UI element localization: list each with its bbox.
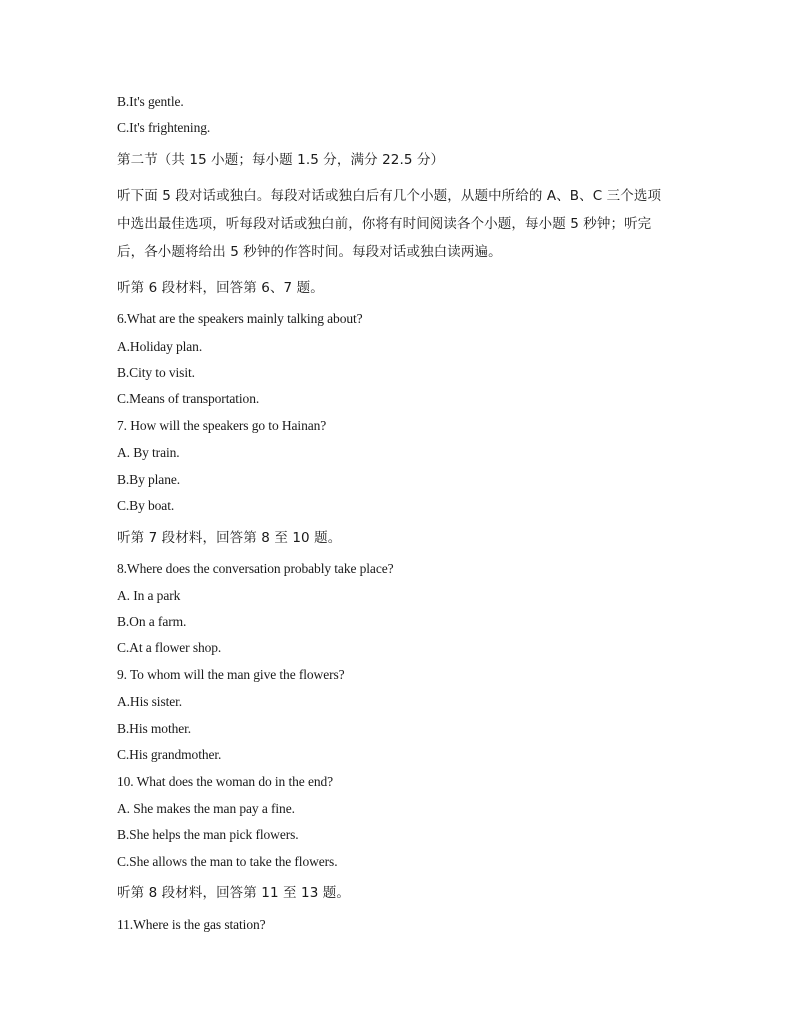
material-8-heading: 听第 8 段材料，回答第 11 至 13 题。: [117, 885, 350, 901]
option-5b: B.It's gentle.: [117, 94, 184, 109]
option-8c: C.At a flower shop.: [117, 640, 222, 655]
instructions-line-3: 后，各小题将给出 5 秒钟的作答时间。每段对话或独白读两遍。: [117, 244, 502, 260]
question-9: 9. To whom will the man give the flowers?: [117, 667, 345, 682]
material-6-heading: 听第 6 段材料，回答第 6、7 题。: [117, 280, 324, 296]
material-7-heading: 听第 7 段材料，回答第 8 至 10 题。: [117, 530, 342, 546]
option-7b: B.By plane.: [117, 472, 181, 487]
option-5c: C.It's frightening.: [117, 120, 211, 135]
option-6c: C.Means of transportation.: [117, 391, 260, 406]
option-6a: A.Holiday plan.: [117, 339, 203, 354]
question-6: 6.What are the speakers mainly talking about?: [117, 311, 363, 326]
option-8a: A. In a park: [117, 588, 181, 603]
option-6b: B.City to visit.: [117, 365, 195, 380]
option-7c: C.By boat.: [117, 498, 175, 513]
option-9b: B.His mother.: [117, 721, 192, 736]
section-heading: 第二节（共 15 小题；每小题 1.5 分，满分 22.5 分）: [117, 152, 445, 168]
question-7: 7. How will the speakers go to Hainan?: [117, 418, 327, 433]
question-11: 11.Where is the gas station?: [117, 917, 266, 932]
option-8b: B.On a farm.: [117, 614, 187, 629]
document-page: [117, 0, 687, 1028]
option-10a: A. She makes the man pay a fine.: [117, 801, 295, 816]
option-10c: C.She allows the man to take the flowers.: [117, 854, 338, 869]
question-10: 10. What does the woman do in the end?: [117, 774, 334, 789]
option-10b: B.She helps the man pick flowers.: [117, 827, 299, 842]
option-9c: C.His grandmother.: [117, 747, 222, 762]
option-7a: A. By train.: [117, 445, 180, 460]
instructions-line-2: 中选出最佳选项，听每段对话或独白前，你将有时间阅读各个小题，每小题 5 秒钟；听完: [117, 216, 652, 232]
option-9a: A.His sister.: [117, 694, 183, 709]
question-8: 8.Where does the conversation probably take place?: [117, 561, 394, 576]
instructions-line-1: 听下面 5 段对话或独白。每段对话或独白后有几个小题，从题中所给的 A、B、C 三个选项: [117, 188, 662, 204]
